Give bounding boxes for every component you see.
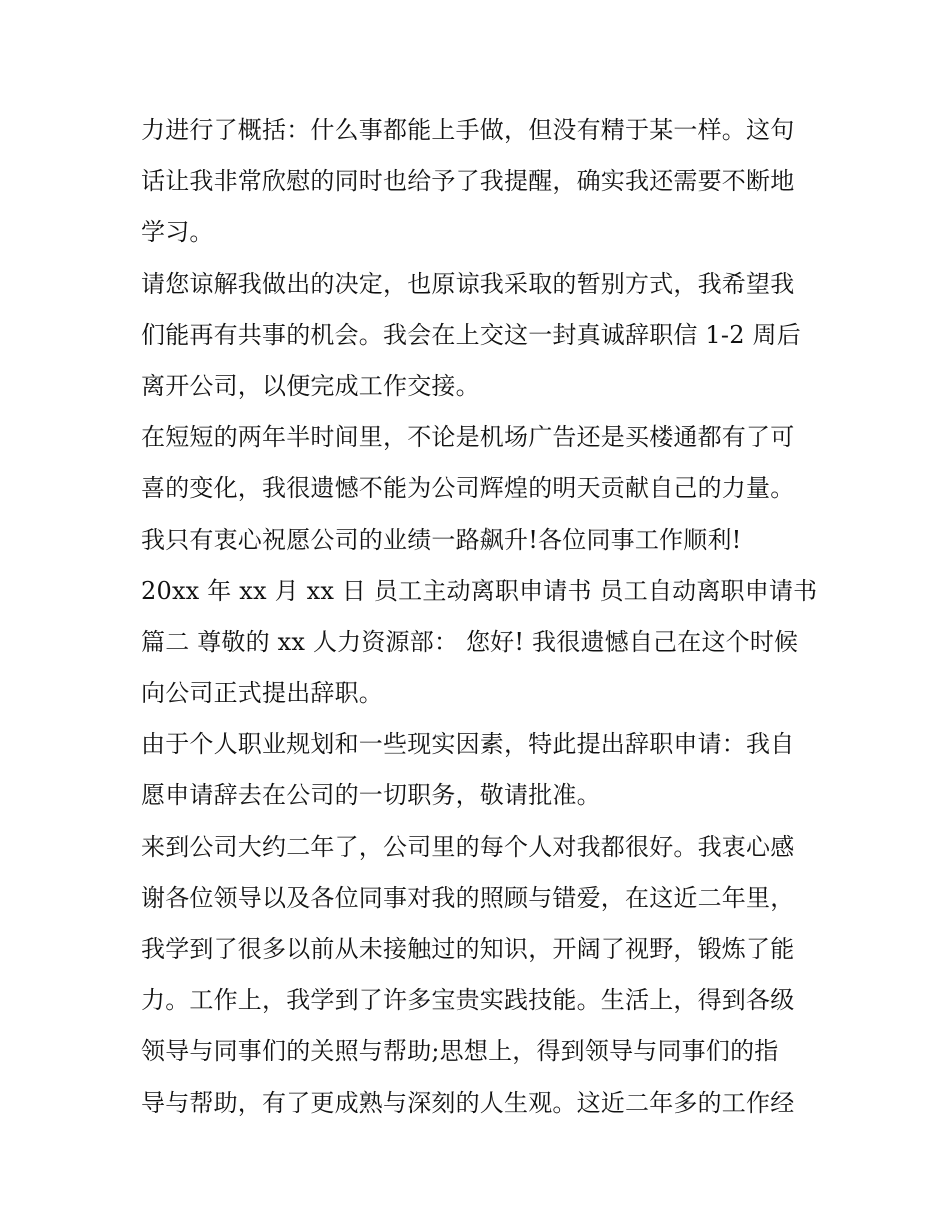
text-line-10: 20xx 年 xx 月 xx 日 员工主动离职申请书 员工自动离职申请书: [141, 576, 818, 605]
text-line-13: 由于个人职业规划和一些现实因素，特此提出辞职申请：我自: [141, 730, 795, 759]
text-line-18: 力。工作上，我学到了许多宝贵实践技能。生活上，得到各级: [141, 986, 795, 1015]
text-line-17: 我学到了很多以前从未接触过的知识，开阔了视野，锻炼了能: [141, 935, 795, 963]
text-line-3: 学习。: [141, 218, 214, 247]
text-line-5: 们能再有共事的机会。我会在上交这一封真诚辞职信 1-2 周后: [141, 320, 801, 349]
text-line-8: 喜的变化，我很遗憾不能为公司辉煌的明天贡献自己的力量。: [141, 474, 795, 503]
text-line-6: 离开公司，以便完成工作交接。: [141, 371, 480, 400]
text-line-15: 来到公司大约二年了，公司里的每个人对我都很好。我衷心感: [141, 832, 795, 861]
text-line-16: 谢各位领导以及各位同事对我的照顾与错爱，在这近二年里，: [141, 883, 795, 912]
text-line-14: 愿申请辞去在公司的一切职务，敬请批准。: [141, 781, 601, 810]
text-line-7: 在短短的两年半时间里，不论是机场广告还是买楼通都有了可: [141, 423, 795, 452]
text-line-2: 话让我非常欣慰的同时也给予了我提醒，确实我还需要不断地: [141, 167, 795, 196]
text-line-12: 向公司正式提出辞职。: [141, 679, 383, 708]
text-line-20: 导与帮助，有了更成熟与深刻的人生观。这近二年多的工作经: [141, 1088, 795, 1117]
text-line-19: 领导与同事们的关照与帮助;思想上，得到领导与同事们的指: [141, 1037, 779, 1066]
text-line-4: 请您谅解我做出的决定，也原谅我采取的暂别方式，我希望我: [141, 269, 795, 298]
text-line-9: 我只有衷心祝愿公司的业绩一路飙升!各位同事工作顺利!: [141, 525, 742, 554]
document-body: [141, 105, 821, 1129]
text-line-11: 篇二 尊敬的 xx 人力资源部： 您好! 我很遗憾自己在这个时候: [141, 627, 799, 656]
text-line-1: 力进行了概括：什么事都能上手做，但没有精于某一样。这句: [141, 116, 795, 144]
